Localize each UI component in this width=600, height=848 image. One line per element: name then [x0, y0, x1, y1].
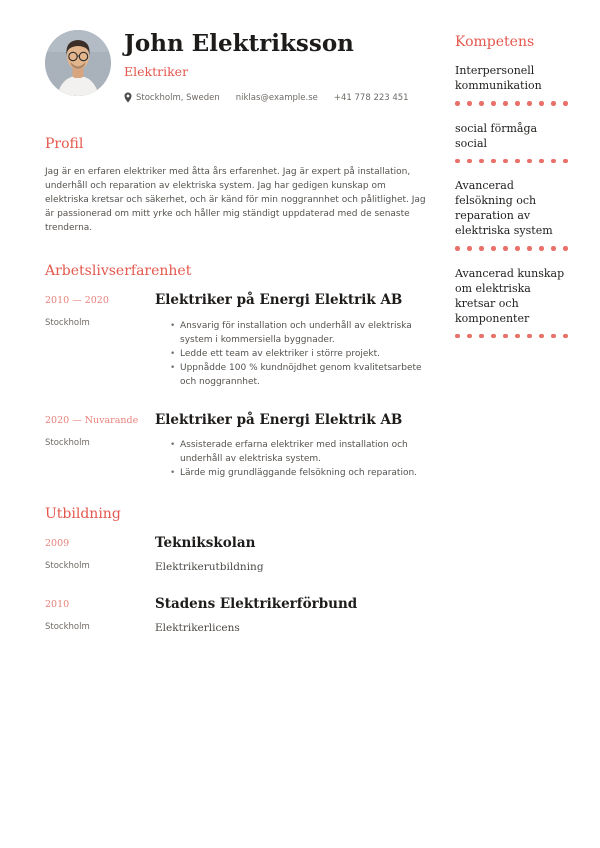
rating-dot: [563, 246, 568, 251]
rating-dot: [563, 334, 568, 339]
entry-dates: 2010: [45, 599, 70, 610]
skill-rating-dots: [455, 101, 572, 106]
skill-rating-dots: [455, 246, 572, 251]
rating-dot: [503, 246, 508, 251]
rating-dot: [539, 246, 544, 251]
header-text: [124, 30, 409, 103]
education-heading: Utbildning: [45, 505, 121, 522]
bullet-item: • Lärde mig grundläggande felsökning och reparation.: [170, 466, 431, 480]
rating-dot: [527, 101, 532, 106]
entry-location: Stockholm: [45, 318, 90, 329]
contact-row: [124, 92, 409, 103]
section-education: [45, 506, 431, 634]
profile-heading: Profil: [45, 136, 84, 153]
experience-entry: [45, 412, 431, 480]
contact-email[interactable]: niklas@example.se: [235, 92, 318, 103]
rating-dot: [455, 159, 460, 164]
rating-dot: [551, 334, 556, 339]
rating-dot: [455, 246, 460, 251]
entry-meta: [45, 292, 155, 388]
skills-sidebar: [455, 30, 572, 818]
entry-body: [155, 596, 431, 634]
rating-dot: [503, 334, 508, 339]
rating-dot: [479, 159, 484, 164]
entry-location: Stockholm: [45, 560, 90, 571]
avatar-portrait-icon: [45, 30, 111, 96]
contact-phone: +41 778 223 451: [333, 92, 409, 103]
rating-dot: [467, 159, 472, 164]
candidate-job-title: Elektriker: [124, 64, 189, 80]
rating-dot: [563, 159, 568, 164]
rating-dot: [515, 334, 520, 339]
rating-dot: [503, 159, 508, 164]
skill-item: [455, 178, 572, 251]
entry-meta: [45, 535, 155, 573]
rating-dot: [527, 159, 532, 164]
rating-dot: [479, 101, 484, 106]
skill-item: [455, 63, 572, 106]
rating-dot: [515, 246, 520, 251]
rating-dot: [503, 101, 508, 106]
candidate-name: John Elektriksson: [124, 30, 354, 57]
rating-dot: [551, 101, 556, 106]
bullet-item: • Assisterade erfarna elektriker med installation och underhåll av elektriska system.: [170, 438, 431, 466]
skill-rating-dots: [455, 159, 572, 164]
entry-title: Elektriker på Energi Elektrik AB: [155, 292, 403, 309]
section-profile: [45, 136, 431, 235]
skills-heading: Kompetens: [455, 34, 535, 50]
skill-label: Avancerad felsökning och reparation av elektriska system: [455, 179, 553, 237]
location-pin-icon: [124, 92, 132, 103]
entry-dates: 2009: [45, 537, 70, 549]
avatar: [45, 30, 111, 96]
entry-dates: 2020 — Nuvarande: [45, 414, 139, 426]
experience-entry: [45, 292, 431, 388]
rating-dot: [551, 159, 556, 164]
entry-title: Teknikskolan: [155, 534, 256, 551]
entry-location: Stockholm: [45, 437, 90, 448]
rating-dot: [491, 101, 496, 106]
education-subtitle: Elektrikerutbildning: [155, 561, 264, 573]
rating-dot: [455, 101, 460, 106]
section-experience: [45, 263, 431, 479]
education-entry: [45, 596, 431, 634]
skill-item: [455, 121, 572, 164]
rating-dot: [491, 334, 496, 339]
entry-body: [155, 292, 431, 388]
entry-dates: 2010 — 2020: [45, 295, 109, 307]
rating-dot: [539, 334, 544, 339]
contact-location-text: Stockholm, Sweden: [136, 92, 220, 103]
education-subtitle: Elektrikerlicens: [155, 622, 240, 635]
bullet-item: • Ledde ett team av elektriker i större projekt.: [170, 347, 431, 361]
entry-title: Stadens Elektrikerförbund: [155, 596, 358, 612]
rating-dot: [527, 334, 532, 339]
contact-location: [124, 92, 220, 103]
rating-dot: [539, 101, 544, 106]
rating-dot: [491, 246, 496, 251]
rating-dot: [551, 246, 556, 251]
entry-meta: [45, 596, 155, 634]
entry-bullets: [155, 438, 431, 480]
rating-dot: [527, 246, 532, 251]
entry-body: [155, 412, 431, 480]
entry-bullets: [155, 319, 431, 389]
rating-dot: [515, 101, 520, 106]
main-column: [45, 30, 431, 818]
rating-dot: [539, 159, 544, 164]
rating-dot: [455, 334, 460, 339]
entry-title: Elektriker på Energi Elektrik AB: [155, 411, 403, 428]
skill-label: social förmåga social: [455, 121, 538, 150]
entry-meta: [45, 412, 155, 480]
profile-text: Jag är en erfaren elektriker med åtta års erfarenhet. Jag är expert på installation, underhåll och reparation av elektriska system. Jag har gedigen kunskap om elektriska kretsar och säkerhet, och är känd för min noggrannhet och pålitlighet. Jag är passionerad om mitt yrke och håller mig ständigt uppdaterad med de senaste trenderna.: [45, 167, 426, 234]
rating-dot: [515, 159, 520, 164]
bullet-item: • Ansvarig för installation och underhåll av elektriska system i kommersiella byggnader.: [170, 319, 431, 347]
experience-heading: Arbetslivserfarenhet: [45, 263, 192, 280]
bullet-item: • Uppnådde 100 % kundnöjdhet genom kvalitetsarbete och noggrannhet.: [170, 361, 431, 389]
resume-header: [45, 30, 431, 103]
skill-label: Interpersonell kommunikation: [455, 64, 542, 92]
entry-location: Stockholm: [45, 622, 90, 632]
rating-dot: [479, 246, 484, 251]
rating-dot: [479, 334, 484, 339]
skill-rating-dots: [455, 334, 572, 339]
rating-dot: [563, 101, 568, 106]
skill-item: [455, 266, 572, 339]
entry-body: [155, 535, 431, 573]
education-entry: [45, 535, 431, 573]
rating-dot: [467, 101, 472, 106]
rating-dot: [467, 334, 472, 339]
rating-dot: [467, 246, 472, 251]
skill-label: Avancerad kunskap om elektriska kretsar och komponenter: [455, 266, 565, 325]
rating-dot: [491, 159, 496, 164]
